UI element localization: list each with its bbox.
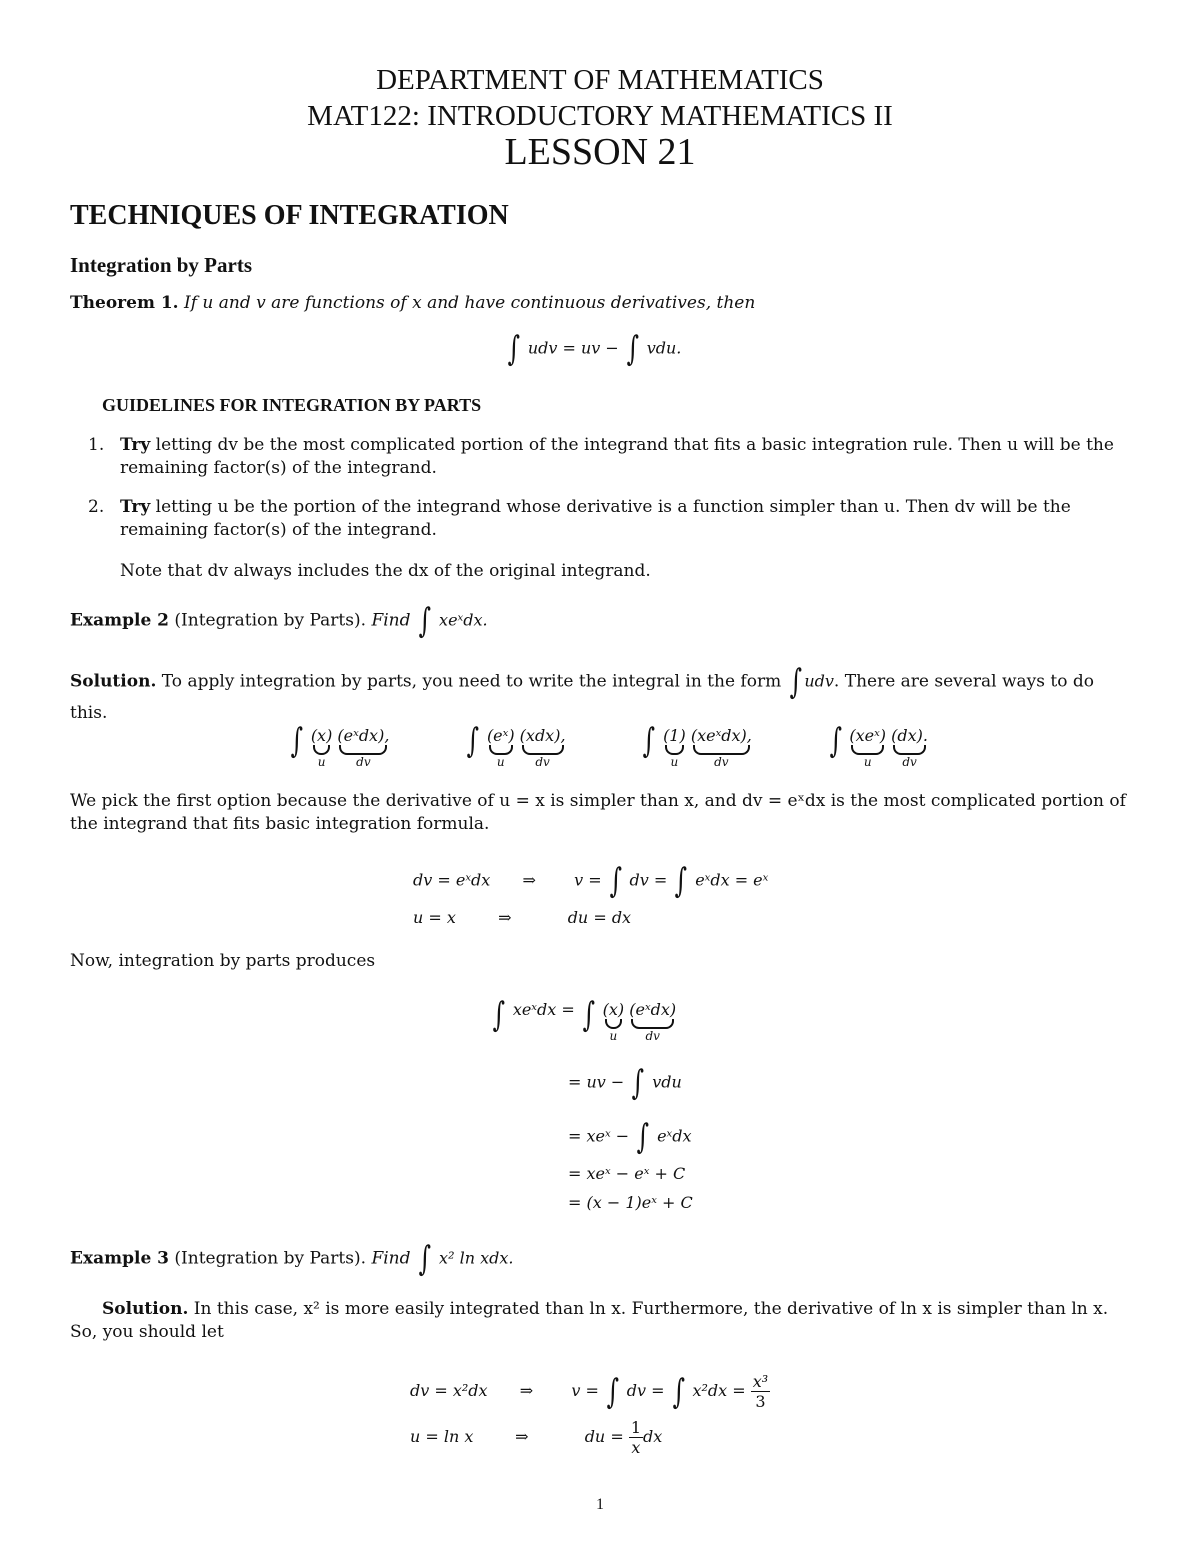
dv-label: dv <box>645 1029 660 1043</box>
step-dv: (eˣdx) <box>629 1000 677 1019</box>
subsection-title: Integration by Parts <box>70 253 252 277</box>
example-paren: (Integration by Parts). <box>174 1248 367 1269</box>
solution-text: To apply integration by parts, you need to write the integral in the form <box>161 671 782 692</box>
step-text-b: vdu <box>652 1072 682 1092</box>
derivation-step-1 <box>568 1063 682 1103</box>
integral-sign-icon: ∫ <box>507 329 521 369</box>
step-lhs: xeˣdx = <box>512 1000 575 1019</box>
solution-2-intro <box>70 662 1132 702</box>
integral-sign-icon: ∫ <box>606 1371 620 1412</box>
example-integrand: xeˣdx. <box>439 610 488 630</box>
lesson-title: LESSON 21 <box>504 131 696 173</box>
now-text: Now, integration by parts produces <box>70 951 376 971</box>
dv-label: dv <box>902 755 917 769</box>
formula-lhs: udv = uv − <box>527 338 619 358</box>
integral-sign-icon: ∫ <box>789 662 802 702</box>
eq-dv: dv = <box>629 870 668 890</box>
underbrace-icon <box>665 745 684 755</box>
integral-sign-icon: ∫ <box>582 995 595 1035</box>
solution-label: Solution. <box>102 1299 189 1319</box>
underbrace-icon <box>693 745 750 755</box>
option-4 <box>827 721 928 769</box>
eq-mid: v = <box>571 1381 599 1400</box>
guideline-number: 1. <box>88 435 105 455</box>
example-integrand: x² ln xdx. <box>439 1248 514 1268</box>
example-3-heading <box>70 1239 514 1279</box>
formula-rhs: vdu. <box>646 338 682 358</box>
fraction-numerator: x³ <box>752 1372 769 1391</box>
guidelines-note: Note that dv always includes the dx of the original integrand. <box>120 561 651 581</box>
integral-sign-icon: ∫ <box>829 721 842 761</box>
option-u: (xeˣ) <box>849 726 887 745</box>
guideline-lead: Try <box>120 435 151 455</box>
guideline-lead: Try <box>120 497 151 517</box>
solution-text: In this case, x² is more easily integrated than ln x. Furthermore, the derivative of ln x is simpler than ln x. So, you should let <box>70 1299 1109 1342</box>
step-text: = xeˣ − <box>568 1126 630 1146</box>
guideline-number: 2. <box>88 497 105 517</box>
dv-label: dv <box>714 755 729 769</box>
dv-label: dv <box>356 755 371 769</box>
eq-left: u = x <box>413 908 456 927</box>
integral-sign-icon: ∫ <box>672 1371 685 1412</box>
eq-right: du = dx <box>567 908 632 927</box>
example-find: Find <box>371 610 411 631</box>
implies-icon: ⇒ <box>522 870 536 890</box>
u-label: u <box>609 1029 618 1043</box>
integral-sign-icon: ∫ <box>466 721 480 761</box>
guidelines-title: GUIDELINES FOR INTEGRATION BY PARTS <box>102 395 482 415</box>
u-label: u <box>496 755 505 769</box>
option-3 <box>640 721 752 769</box>
fraction-denominator: x <box>631 1438 641 1457</box>
derivation-step-4: = (x − 1)eˣ + C <box>568 1193 693 1212</box>
eq-right: eˣdx = eˣ <box>695 870 769 890</box>
underbrace-icon <box>522 745 564 755</box>
fraction-x3-over-3 <box>751 1372 770 1411</box>
option-dv: (eˣdx), <box>337 726 390 745</box>
eq-mid: v = <box>574 870 602 890</box>
fraction-1-over-x <box>629 1418 643 1457</box>
eq-tail: dx <box>643 1427 663 1446</box>
option-2 <box>464 721 566 769</box>
derivation-step-2 <box>568 1117 692 1157</box>
u-label: u <box>670 755 679 769</box>
implies-icon: ⇒ <box>498 908 512 927</box>
guideline-text: letting u be the portion of the integrand whose derivative is a function simpler than u. Then dv will be the remaining factor(s) of the integrand. <box>120 497 1071 540</box>
integral-sign-icon: ∫ <box>609 861 622 901</box>
example-2-heading <box>70 601 488 641</box>
eq-mid: du = <box>584 1427 624 1446</box>
integral-sign-icon: ∫ <box>642 721 656 761</box>
uv-options <box>288 721 928 769</box>
underbrace-icon <box>631 1019 674 1029</box>
integral-sign-icon: ∫ <box>418 1239 431 1279</box>
option-dv: (dx). <box>891 726 928 745</box>
underbrace-icon <box>313 745 331 755</box>
option-1 <box>288 721 390 769</box>
integral-sign-icon: ∫ <box>626 329 639 369</box>
implies-icon: ⇒ <box>515 1427 529 1446</box>
implies-icon: ⇒ <box>519 1381 534 1400</box>
step-text: = uv − <box>568 1072 625 1092</box>
integral-sign-icon: ∫ <box>632 1063 645 1103</box>
theorem-text: If u and v are functions of x and have continuous derivatives, then <box>184 293 756 313</box>
department-title: DEPARTMENT OF MATHEMATICS <box>376 64 824 96</box>
solution-3-intro <box>70 1298 1132 1344</box>
underbrace-icon <box>893 745 926 755</box>
solution-text-this: this. <box>70 703 108 723</box>
solution-text-cont: . There are several ways to do <box>833 671 1094 692</box>
fraction-numerator: 1 <box>630 1418 642 1437</box>
example-paren: (Integration by Parts). <box>174 610 367 631</box>
u-label: u <box>863 755 872 769</box>
solution-label: Solution. <box>70 671 157 692</box>
example-label: Example 2 <box>70 610 170 631</box>
form-udv: udv <box>804 671 834 691</box>
example-label: Example 3 <box>70 1248 170 1269</box>
guideline-text: letting dv be the most complicated portion of the integrand that fits a basic integration rule. Then u will be the remaining factor(s) of the integrand. <box>120 435 1114 478</box>
step-u: (x) <box>602 1000 625 1019</box>
step-text-b: eˣdx <box>657 1126 692 1146</box>
section-title: TECHNIQUES OF INTEGRATION <box>70 200 509 231</box>
underbrace-icon <box>489 745 513 755</box>
substitution-eq-2 <box>413 908 631 927</box>
theorem-label: Theorem 1. <box>70 293 179 313</box>
u-label: u <box>317 755 326 769</box>
integral-sign-icon: ∫ <box>290 721 304 761</box>
page-number: 1 <box>596 1496 604 1513</box>
dv-label: dv <box>535 755 550 769</box>
derivation-step-3: = xeˣ − eˣ + C <box>568 1164 686 1183</box>
pick-explanation: We pick the first option because the derivative of u = x is simpler than x, and dv = eˣdx is the most complicated portion of the integrand that fits basic integration formula. <box>70 791 1126 834</box>
example-find: Find <box>371 1248 411 1269</box>
underbrace-icon <box>605 1019 623 1029</box>
theorem-formula <box>505 329 682 369</box>
course-title: MAT122: INTRODUCTORY MATHEMATICS II <box>307 100 893 132</box>
substitution-eq-1 <box>413 861 769 901</box>
eq-left: dv = eˣdx <box>413 870 491 890</box>
underbrace-icon <box>851 745 884 755</box>
eq-dv: dv = <box>626 1381 665 1400</box>
substitution-eq-4 <box>410 1418 662 1457</box>
fraction-denominator: 3 <box>755 1392 766 1411</box>
theorem <box>70 292 755 315</box>
option-dv: (xeˣdx), <box>690 726 752 745</box>
eq-left: u = ln x <box>410 1427 474 1446</box>
guideline-item-2 <box>88 496 1138 542</box>
guideline-item-1 <box>88 434 1138 480</box>
substitution-eq-3 <box>410 1372 770 1411</box>
derivation-step-0 <box>490 995 677 1043</box>
option-dv: (xdx), <box>519 726 566 745</box>
integral-sign-icon: ∫ <box>418 601 431 641</box>
option-u: (1) <box>663 726 686 745</box>
underbrace-icon <box>339 745 387 755</box>
integral-sign-icon: ∫ <box>636 1117 650 1157</box>
integral-sign-icon: ∫ <box>675 861 688 901</box>
eq-left: dv = x²dx <box>410 1381 488 1400</box>
option-u: (x) <box>310 726 333 745</box>
option-u: (eˣ) <box>486 726 515 745</box>
integral-sign-icon: ∫ <box>492 995 506 1035</box>
eq-right: x²dx = <box>692 1381 746 1400</box>
